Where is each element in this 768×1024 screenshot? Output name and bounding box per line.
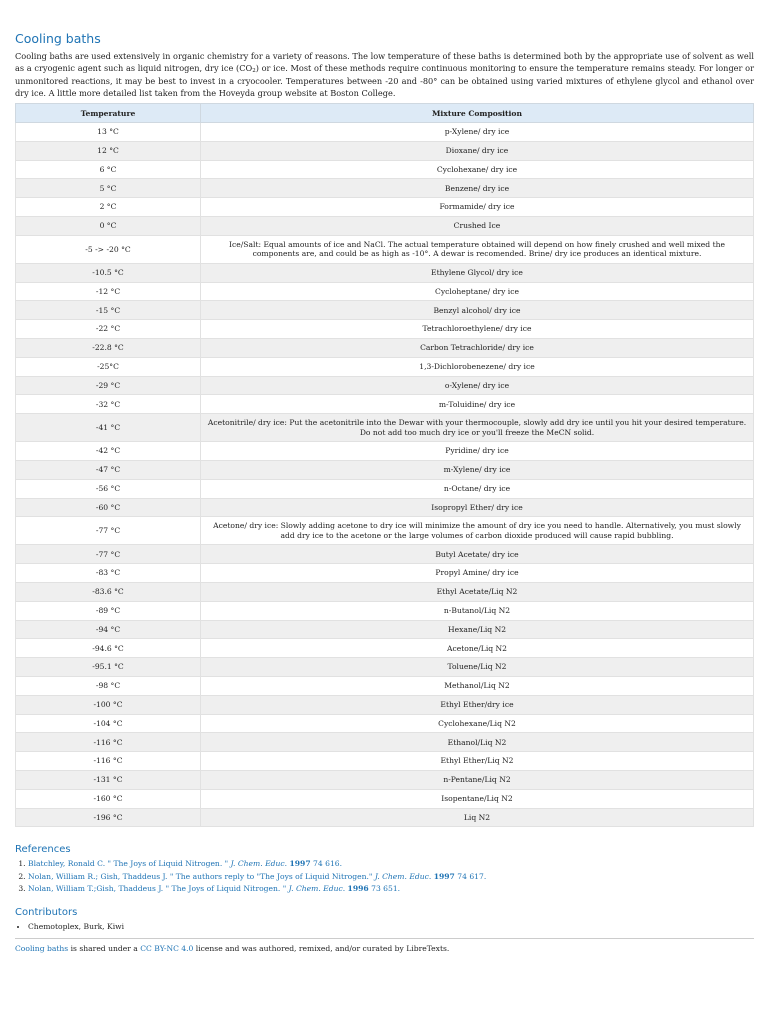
temperature-cell: -95.1 °C <box>16 658 201 677</box>
reference-volume-page[interactable]: 73 651. <box>371 884 401 894</box>
mixture-cell: Ethylene Glycol/ dry ice <box>201 263 754 282</box>
temperature-cell: -41 °C <box>16 414 201 442</box>
temperature-cell: -5 -> -20 °C <box>16 235 201 263</box>
temperature-cell: -116 °C <box>16 733 201 752</box>
intro-text-1: Cooling baths are used extensively in organic chemistry for a variety of reasons. The low temperature of these baths is determined both by the appropriate use of solvent as well as a cryogenic agent such as liquid nitrogen, dry ice (CO <box>15 51 754 74</box>
table-row <box>16 639 754 658</box>
mixture-cell: Acetonitrile/ dry ice: Put the acetonitrile into the Dewar with your thermocouple, slowly add dry ice until you hit your desired temperature. Do not add too much dry ice or you'll freeze the MeCN solid. <box>201 414 754 442</box>
reference-authors[interactable]: Nolan, William T.;Gish, Thaddeus J. " The Joys of Liquid Nitrogen. " <box>28 884 287 894</box>
mixture-cell: Ice/Salt: Equal amounts of ice and NaCl. The actual temperature obtained will depend on how finely crushed and well mixed the components are, and could be as high as -10°. A dewar is recomended. Brine/ dry ice produces an identical mixture. <box>201 235 754 263</box>
table-row <box>16 517 754 545</box>
intro-text-2: ) or ice. Most of these methods require continuous monitoring to ensure the temperature remains steady. For longer or unmonitored reactions, it may be best to invest in a cryocooler. Temperatures between -20 and -80° can be obtained using varied mixtures of ethylene glycol and ethanol over dry ice. A little more detailed list taken from the Hoveyda group website at Boston College. <box>15 63 754 99</box>
mixture-cell: Cyclohexane/ dry ice <box>201 160 754 179</box>
table-row <box>16 695 754 714</box>
temperature-cell: -160 °C <box>16 789 201 808</box>
table-row <box>16 160 754 179</box>
mixture-cell: n-Pentane/Liq N2 <box>201 770 754 789</box>
temperature-cell: -94 °C <box>16 620 201 639</box>
mixture-cell: n-Octane/ dry ice <box>201 479 754 498</box>
mixture-cell: Butyl Acetate/ dry ice <box>201 545 754 564</box>
mixture-cell: m-Xylene/ dry ice <box>201 460 754 479</box>
temperature-cell: 0 °C <box>16 216 201 235</box>
mixture-cell: Pyridine/ dry ice <box>201 442 754 461</box>
temperature-cell: -116 °C <box>16 752 201 771</box>
temperature-cell: -83 °C <box>16 564 201 583</box>
mixture-cell: p-Xylene/ dry ice <box>201 123 754 142</box>
temperature-cell: -94.6 °C <box>16 639 201 658</box>
table-row <box>16 714 754 733</box>
mixture-cell: Crushed Ice <box>201 216 754 235</box>
temperature-cell: 5 °C <box>16 179 201 198</box>
mixture-cell: Acetone/Liq N2 <box>201 639 754 658</box>
mixture-cell: Acetone/ dry ice: Slowly adding acetone to dry ice will minimize the amount of dry ice you need to handle. Alternatively, you must slowly add dry ice to the acetone or the large volumes of carbon dioxide produced will cause rapid bubbling. <box>201 517 754 545</box>
table-row <box>16 282 754 301</box>
footer-divider <box>15 938 754 939</box>
temperature-cell: -10.5 °C <box>16 263 201 282</box>
mixture-cell: Isopentane/Liq N2 <box>201 789 754 808</box>
header-temperature: Temperature <box>16 104 201 123</box>
table-row <box>16 733 754 752</box>
mixture-cell: o-Xylene/ dry ice <box>201 376 754 395</box>
table-row <box>16 658 754 677</box>
temperature-cell: 2 °C <box>16 198 201 217</box>
table-body <box>16 123 754 827</box>
references-heading: References <box>15 844 71 855</box>
license-footer <box>15 944 449 953</box>
table-row <box>16 808 754 827</box>
intro-subscript: 2 <box>252 68 256 75</box>
table-row <box>16 676 754 695</box>
intro-paragraph <box>15 50 754 100</box>
temperature-cell: -25°C <box>16 357 201 376</box>
temperature-cell: 6 °C <box>16 160 201 179</box>
reference-volume-page[interactable]: 74 616. <box>313 859 343 868</box>
table-header-row <box>16 104 754 123</box>
temperature-cell: -77 °C <box>16 545 201 564</box>
mixture-cell: Ethyl Ether/Liq N2 <box>201 752 754 771</box>
mixture-cell: Carbon Tetrachloride/ dry ice <box>201 338 754 357</box>
temperature-cell: -47 °C <box>16 460 201 479</box>
reference-journal[interactable]: J. Chem. Educ. <box>230 859 288 868</box>
table-row <box>16 414 754 442</box>
temperature-cell: -15 °C <box>16 301 201 320</box>
mixture-cell: Formamide/ dry ice <box>201 198 754 217</box>
table-row <box>16 198 754 217</box>
table-row <box>16 301 754 320</box>
mixture-cell: Ethyl Acetate/Liq N2 <box>201 582 754 601</box>
temperature-cell: -131 °C <box>16 770 201 789</box>
mixture-cell: Dioxane/ dry ice <box>201 141 754 160</box>
temperature-cell: -98 °C <box>16 676 201 695</box>
reference-year[interactable]: 1997 <box>289 859 311 868</box>
reference-journal[interactable]: J. Chem. Educ. <box>288 884 346 894</box>
mixture-cell: Liq N2 <box>201 808 754 827</box>
temperature-cell: -83.6 °C <box>16 582 201 601</box>
mixture-cell: Cyclohexane/Liq N2 <box>201 714 754 733</box>
temperature-cell: -89 °C <box>16 601 201 620</box>
temperature-cell: -12 °C <box>16 282 201 301</box>
table-row <box>16 460 754 479</box>
temperature-cell: -22.8 °C <box>16 338 201 357</box>
table-row <box>16 620 754 639</box>
temperature-cell: -56 °C <box>16 479 201 498</box>
table-row <box>16 235 754 263</box>
temperature-cell: -77 °C <box>16 517 201 545</box>
temperature-cell: 13 °C <box>16 123 201 142</box>
temperature-cell: -22 °C <box>16 320 201 339</box>
mixture-cell: 1,3-Dichlorobenezene/ dry ice <box>201 357 754 376</box>
contributors-list <box>15 921 124 933</box>
header-mixture: Mixture Composition <box>201 104 754 123</box>
mixture-cell: Cycloheptane/ dry ice <box>201 282 754 301</box>
mixture-cell: Toluene/Liq N2 <box>201 658 754 677</box>
table-row <box>16 789 754 808</box>
table-row <box>16 123 754 142</box>
temperature-cell: -104 °C <box>16 714 201 733</box>
mixture-cell: Ethanol/Liq N2 <box>201 733 754 752</box>
table-row <box>16 582 754 601</box>
table-row <box>16 320 754 339</box>
table-row <box>16 216 754 235</box>
mixture-cell: n-Butanol/Liq N2 <box>201 601 754 620</box>
table-row <box>16 770 754 789</box>
mixture-cell: m-Toluidine/ dry ice <box>201 395 754 414</box>
references-list <box>15 858 486 896</box>
table-row <box>16 545 754 564</box>
mixture-cell: Tetrachloroethylene/ dry ice <box>201 320 754 339</box>
temperature-cell: -32 °C <box>16 395 201 414</box>
mixture-cell: Isopropyl Ether/ dry ice <box>201 498 754 517</box>
contributors-heading: Contributors <box>15 907 78 918</box>
table-row <box>16 395 754 414</box>
mixture-cell: Hexane/Liq N2 <box>201 620 754 639</box>
page-link[interactable]: Cooling baths <box>15 944 69 953</box>
reference-authors[interactable]: Blatchley, Ronald C. " The Joys of Liquid Nitrogen. " <box>28 859 229 868</box>
reference-item[interactable] <box>28 858 486 871</box>
contributor-item: • Chemotoplex, Burk, Kiwi <box>28 921 124 933</box>
table-row <box>16 498 754 517</box>
temperature-cell: 12 °C <box>16 141 201 160</box>
temperature-cell: -42 °C <box>16 442 201 461</box>
reference-item[interactable] <box>28 871 486 884</box>
table-row <box>16 442 754 461</box>
mixture-cell: Ethyl Ether/dry ice <box>201 695 754 714</box>
reference-authors[interactable]: Nolan, William R.; Gish, Thaddeus J. " The authors reply to "The Joys of Liquid Nitrogen." <box>28 871 373 881</box>
mixture-cell: Methanol/Liq N2 <box>201 676 754 695</box>
mixture-cell: Propyl Amine/ dry ice <box>201 564 754 583</box>
table-row <box>16 479 754 498</box>
temperature-cell: -60 °C <box>16 498 201 517</box>
cooling-baths-table <box>15 103 754 827</box>
license-link[interactable]: CC BY-NC 4.0 <box>140 944 194 953</box>
table-row <box>16 179 754 198</box>
temperature-cell: -100 °C <box>16 695 201 714</box>
table-row <box>16 263 754 282</box>
page-title: Cooling baths <box>15 31 101 46</box>
mixture-cell: Benzene/ dry ice <box>201 179 754 198</box>
reference-volume-page[interactable]: 74 617. <box>457 871 487 881</box>
reference-year[interactable]: 1997 <box>433 871 455 881</box>
temperature-cell: -196 °C <box>16 808 201 827</box>
table-row <box>16 338 754 357</box>
table-row <box>16 752 754 771</box>
temperature-cell: -29 °C <box>16 376 201 395</box>
table-row <box>16 601 754 620</box>
reference-item[interactable] <box>28 883 486 896</box>
table-row <box>16 357 754 376</box>
table-row <box>16 564 754 583</box>
table-row <box>16 376 754 395</box>
reference-journal[interactable]: J. Chem. Educ. <box>374 871 432 881</box>
footer-text-2: license and was authored, remixed, and/or curated by LibreTexts. <box>193 944 450 953</box>
footer-text-1: is shared under a <box>68 944 141 953</box>
table-row <box>16 141 754 160</box>
reference-year[interactable]: 1996 <box>347 884 369 894</box>
mixture-cell: Benzyl alcohol/ dry ice <box>201 301 754 320</box>
